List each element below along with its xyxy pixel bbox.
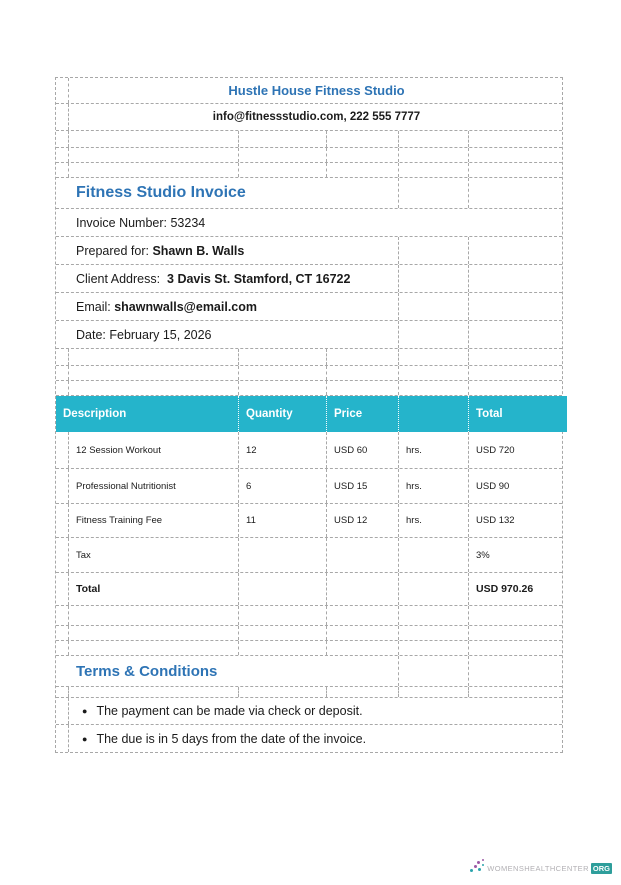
grid-filler-row — [56, 163, 562, 178]
grid-cell — [56, 656, 398, 686]
grid-cell — [56, 104, 68, 130]
item-total-cell: USD 90 — [468, 469, 562, 503]
item-row — [56, 504, 562, 538]
terms-item-text: The due is in 5 days from the date of the invoice. — [96, 731, 367, 746]
item-row — [56, 469, 562, 504]
grid-cell — [68, 725, 562, 752]
grid-filler-row — [56, 641, 562, 656]
client-address-row — [56, 265, 562, 293]
terms-title-row — [56, 656, 562, 687]
footer-logo-text: WOMENSHEALTHCENTER — [487, 864, 589, 873]
footer-watermark — [470, 859, 612, 874]
terms-bullet-row — [56, 698, 562, 725]
prepared-for-row — [56, 237, 562, 265]
client-email-row — [56, 293, 562, 321]
grid-cell — [68, 698, 562, 724]
item-description-cell: Tax — [68, 538, 238, 572]
invoice-number-row — [56, 209, 562, 237]
logo-dots-icon — [470, 859, 485, 874]
invoice-date-row — [56, 321, 562, 349]
grid-filler-row — [56, 131, 562, 148]
company-title-row — [56, 78, 562, 104]
item-price-cell: USD 12 — [326, 504, 398, 537]
header-cell-quantity: Quantity — [238, 396, 326, 432]
company-contact-row — [56, 104, 562, 131]
item-row — [56, 432, 562, 469]
client-address-value: 3 Davis St. Stamford, CT 16722 — [167, 271, 351, 286]
grid-cell — [68, 104, 562, 130]
items-table-header — [56, 396, 567, 432]
item-total-cell: USD 720 — [468, 432, 562, 468]
invoice-number-label: Invoice Number: — [76, 215, 171, 230]
client-email-value: shawnwalls@email.com — [114, 299, 258, 314]
grid-cell — [68, 78, 562, 103]
terms-item-text: The payment can be made via check or deposit. — [96, 704, 363, 718]
grid-filler-row — [56, 148, 562, 163]
grid-cell — [56, 265, 398, 292]
item-total-cell: 3% — [468, 538, 562, 572]
grid-filler-row — [56, 606, 562, 626]
item-unit-cell: hrs. — [398, 469, 468, 503]
grid-cell — [56, 178, 398, 208]
prepared-for-value: Shawn B. Walls — [152, 243, 245, 258]
header-cell-unit — [398, 396, 468, 432]
total-value-cell: USD 970.26 — [468, 573, 562, 605]
item-description-cell: Professional Nutritionist — [68, 469, 238, 503]
invoice-title: Fitness Studio Invoice — [76, 184, 246, 201]
client-address-label: Client Address: — [76, 271, 168, 286]
footer-logo-badge: ORG — [592, 864, 610, 873]
invoice-number-value: 53234 — [170, 215, 206, 230]
header-cell-price: Price — [326, 396, 398, 432]
bullet-icon: ● — [82, 706, 88, 716]
invoice-date-label: Date: — [76, 327, 110, 342]
item-unit-cell: hrs. — [398, 432, 468, 468]
grid-filler-row — [56, 626, 562, 641]
item-description-cell: 12 Session Workout — [68, 432, 238, 468]
prepared-for-label: Prepared for: — [76, 243, 153, 258]
item-price-cell: USD 60 — [326, 432, 398, 468]
invoice-title-row — [56, 178, 562, 209]
grand-total-row — [56, 573, 562, 606]
tax-row — [56, 538, 562, 573]
grid-filler-row — [56, 349, 562, 366]
item-price-cell: USD 15 — [326, 469, 398, 503]
invoice-grid — [55, 77, 563, 753]
item-unit-cell: hrs. — [398, 504, 468, 537]
grid-filler-row — [56, 366, 562, 381]
invoice-date-value: February 15, 2026 — [109, 327, 212, 342]
grid-cell — [56, 293, 398, 320]
client-email-label: Email: — [76, 299, 115, 314]
item-quantity-cell: 11 — [238, 504, 326, 537]
total-label-cell: Total — [68, 573, 238, 605]
header-cell-description: Description — [63, 408, 127, 420]
bullet-icon: ● — [82, 733, 88, 744]
grid-filler-row — [56, 687, 562, 698]
terms-bullet-row — [56, 725, 562, 752]
item-total-cell: USD 132 — [468, 504, 562, 537]
header-cell-total: Total — [468, 396, 567, 432]
grid-cell — [56, 321, 398, 348]
company-name: Hustle House Fitness Studio — [228, 83, 405, 98]
grid-cell — [56, 209, 562, 236]
item-quantity-cell: 6 — [238, 469, 326, 503]
grid-filler-row — [56, 381, 562, 396]
grid-cell — [56, 237, 398, 264]
terms-title: Terms & Conditions — [76, 662, 218, 680]
item-description-cell: Fitness Training Fee — [68, 504, 238, 537]
item-quantity-cell: 12 — [238, 432, 326, 468]
grid-cell — [56, 78, 68, 103]
company-contact: info@fitnessstudio.com, 222 555 7777 — [212, 111, 421, 123]
